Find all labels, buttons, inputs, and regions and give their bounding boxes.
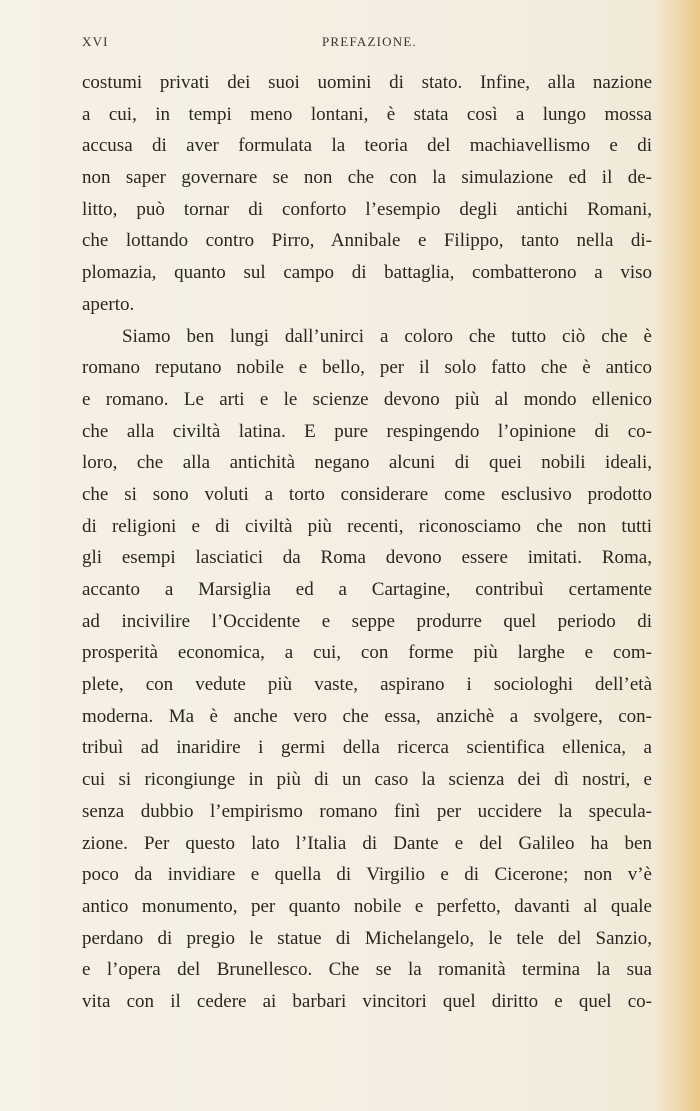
body-text bbox=[82, 67, 652, 1018]
text-line: gli esempi lasciatici da Roma devono essere imitati. Roma, bbox=[82, 547, 652, 569]
text-line: accusa di aver formulata la teoria del machiavellismo e di bbox=[82, 135, 652, 157]
text-line: e romano. Le arti e le scienze devono più al mondo ellenico bbox=[82, 388, 652, 410]
page-header bbox=[82, 34, 648, 54]
text-line: antico monumento, per quanto nobile e perfetto, davanti al quale bbox=[82, 895, 652, 917]
text-line: prosperità economica, a cui, con forme più larghe e com- bbox=[82, 642, 652, 664]
text-line: plete, con vedute più vaste, aspirano i sociologhi dell’età bbox=[82, 674, 652, 696]
text-line: cui si ricongiunge in più di un caso la scienza dei dì nostri, e bbox=[82, 769, 652, 791]
text-line: non saper governare se non che con la simulazione ed il de- bbox=[82, 167, 652, 189]
text-line: plomazia, quanto sul campo di battaglia, combatterono a viso bbox=[82, 262, 652, 284]
text-line: che alla civiltà latina. E pure respingendo l’opinione di co- bbox=[82, 420, 652, 442]
text-line: a cui, in tempi meno lontani, è stata così a lungo mossa bbox=[82, 103, 652, 125]
text-line: romano reputano nobile e bello, per il solo fatto che è antico bbox=[82, 357, 652, 379]
running-title: PREFAZIONE. bbox=[322, 34, 417, 49]
page-edge-discoloration bbox=[654, 0, 700, 1111]
text-line: accanto a Marsiglia ed a Cartagine, contribuì certamente bbox=[82, 579, 652, 600]
text-line: che lottando contro Pirro, Annibale e Filippo, tanto nella di- bbox=[82, 230, 652, 252]
text-line: che si sono voluti a torto considerare come esclusivo prodotto bbox=[82, 483, 652, 505]
page-number: XVI bbox=[82, 34, 109, 49]
text-line: senza dubbio l’empirismo romano finì per uccidere la specula- bbox=[82, 800, 652, 822]
text-line: loro, che alla antichità negano alcuni di quei nobili ideali, bbox=[82, 452, 652, 474]
text-line: zione. Per questo lato l’Italia di Dante e del Galileo ha ben bbox=[82, 832, 652, 854]
text-line: costumi privati dei suoi uomini di stato. Infine, alla nazione bbox=[82, 72, 652, 93]
text-line: aperto. bbox=[82, 293, 135, 315]
text-line: poco da invidiare e quella di Virgilio e di Cicerone; non v’è bbox=[82, 864, 652, 886]
text-line: litto, può tornar di conforto l’esempio degli antichi Romani, bbox=[82, 198, 652, 220]
text-line: perdano di pregio le statue di Michelangelo, le tele del Sanzio, bbox=[82, 927, 652, 949]
text-line: e l’opera del Brunellesco. Che se la romanità termina la sua bbox=[82, 959, 652, 981]
text-line: tribuì ad inaridire i germi della ricerca scientifica ellenica, a bbox=[82, 737, 652, 759]
text-line: di religioni e di civiltà più recenti, riconosciamo che non tutti bbox=[82, 515, 652, 537]
text-line: moderna. Ma è anche vero che essa, anzichè a svolgere, con- bbox=[82, 705, 652, 727]
text-line: ad incivilire l’Occidente e seppe produrre quel periodo di bbox=[82, 610, 652, 632]
text-line: Siamo ben lungi dall’unirci a coloro che tutto ciò che è bbox=[122, 325, 652, 347]
text-line: vita con il cedere ai barbari vincitori quel diritto e quel co- bbox=[82, 990, 652, 1012]
